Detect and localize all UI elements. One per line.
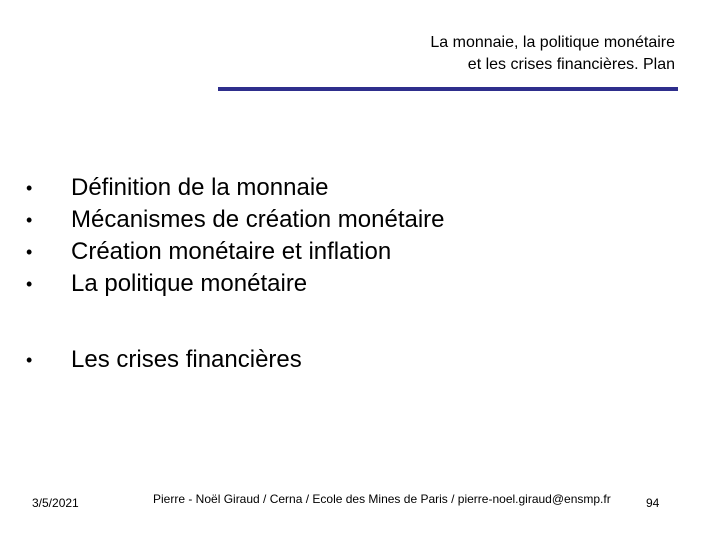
slide-title xyxy=(255,32,675,76)
outline-item-label: Création monétaire et inflation xyxy=(71,238,392,265)
bullet-icon: • xyxy=(26,242,33,262)
outline-item-label: Définition de la monnaie xyxy=(71,174,329,201)
outline-item-label: La politique monétaire xyxy=(71,270,308,297)
outline-list-secondary xyxy=(26,344,302,376)
outline-item xyxy=(26,204,445,236)
outline-list xyxy=(26,172,445,300)
slide-title-line-2: et les crises financières. Plan xyxy=(467,56,675,73)
bullet-icon: • xyxy=(26,274,33,294)
footer-author: Pierre - Noël Giraud / Cerna / Ecole des Mines de Paris / pierre-noel.giraud@ensmp.fr xyxy=(153,492,611,506)
bullet-icon: • xyxy=(26,350,33,370)
outline-item xyxy=(26,268,445,300)
bullet-icon: • xyxy=(26,178,33,198)
title-divider xyxy=(218,87,678,91)
page-number: 94 xyxy=(646,496,660,510)
footer-date: 3/5/2021 xyxy=(32,496,79,510)
slide-title-line-1: La monnaie, la politique monétaire xyxy=(430,34,675,51)
outline-item xyxy=(26,172,445,204)
outline-item-label: Les crises financières xyxy=(71,346,302,373)
outline-item xyxy=(26,344,302,376)
bullet-icon: • xyxy=(26,210,33,230)
outline-item xyxy=(26,236,445,268)
outline-item-label: Mécanismes de création monétaire xyxy=(71,206,445,233)
